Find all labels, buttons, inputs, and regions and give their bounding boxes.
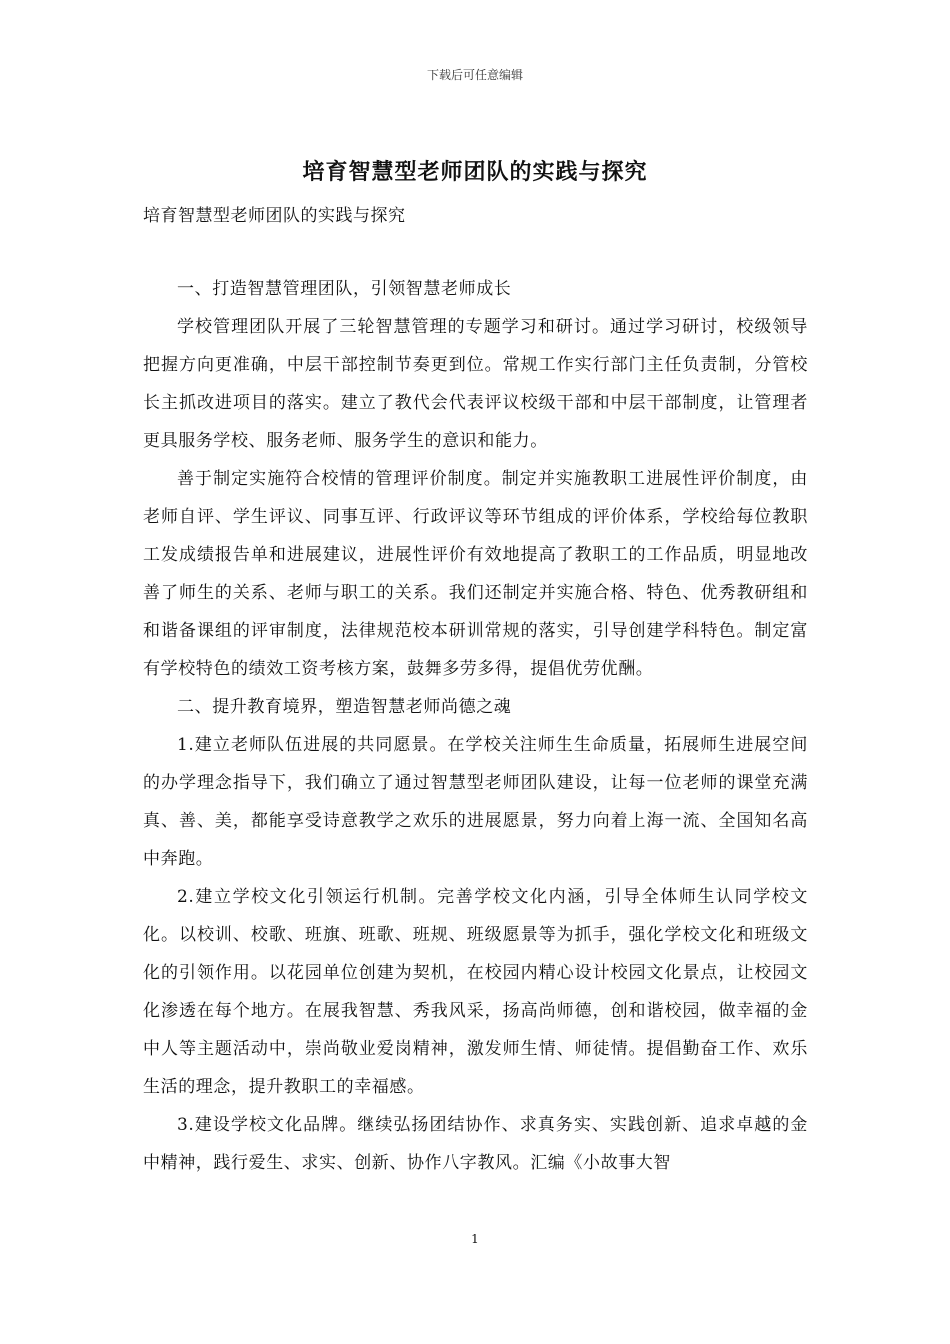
body-paragraph: 3.建设学校文化品牌。继续弘扬团结协作、求真务实、实践创新、追求卓越的金中精神，践行爱生、求实、创新、协作八字教风。汇编《小故事大智 — [143, 1115, 808, 1173]
body-paragraph: 学校管理团队开展了三轮智慧管理的专题学习和研讨。通过学习研讨，校级领导把握方向更准确，中层干部控制节奏更到位。常规工作实行部门主任负责制，分管校长主抓改进项目的落实。建立了教代会代表评议校级干部和中层干部制度，让管理者更具服务学校、服务老师、服务学生的意识和能力。 — [143, 317, 808, 451]
section-heading-1: 一、打造智慧管理团队，引领智慧老师成长 — [177, 279, 512, 299]
header-note: 下载后可任意编辑 — [426, 68, 523, 82]
page-number: 1 — [471, 1232, 479, 1246]
body-paragraph: 1.建立老师队伍进展的共同愿景。在学校关注师生生命质量，拓展师生进展空间的办学理念指导下，我们确立了通过智慧型老师团队建设，让每一位老师的课堂充满真、善、美，都能享受诗意教学之欢乐的进展愿景，努力向着上海一流、全国知名高中奔跑。 — [143, 735, 808, 869]
section-heading-2: 二、提升教育境界，塑造智慧老师尚德之魂 — [177, 697, 512, 717]
document-subtitle: 培育智慧型老师团队的实践与探究 — [143, 206, 406, 226]
body-paragraph: 善于制定实施符合校情的管理评价制度。制定并实施教职工进展性评价制度，由老师自评、学生评议、同事互评、行政评议等环节组成的评价体系，学校给每位教职工发成绩报告单和进展建议，进展性评价有效地提高了教职工的工作品质，明显地改善了师生的关系、老师与职工的关系。我们还制定并实施合格、特色、优秀教研组和和谐备课组的评审制度，法律规范校本研训常规的落实，引导创建学科特色。制定富有学校特色的绩效工资考核方案，鼓舞多劳多得，提倡优劳优酬。 — [143, 469, 808, 679]
body-paragraph: 2.建立学校文化引领运行机制。完善学校文化内涵，引导全体师生认同学校文化。以校训、校歌、班旗、班歌、班规、班级愿景等为抓手，强化学校文化和班级文化的引领作用。以花园单位创建为契机，在校园内精心设计校园文化景点，让校园文化渗透在每个地方。在展我智慧、秀我风采，扬高尚师德，创和谐校园，做幸福的金中人等主题活动中，崇尚敬业爱岗精神，激发师生情、师徒情。提倡勤奋工作、欢乐生活的理念，提升教职工的幸福感。 — [143, 887, 808, 1097]
document-title: 培育智慧型老师团队的实践与探究 — [302, 159, 648, 185]
document-body — [143, 270, 808, 1182]
